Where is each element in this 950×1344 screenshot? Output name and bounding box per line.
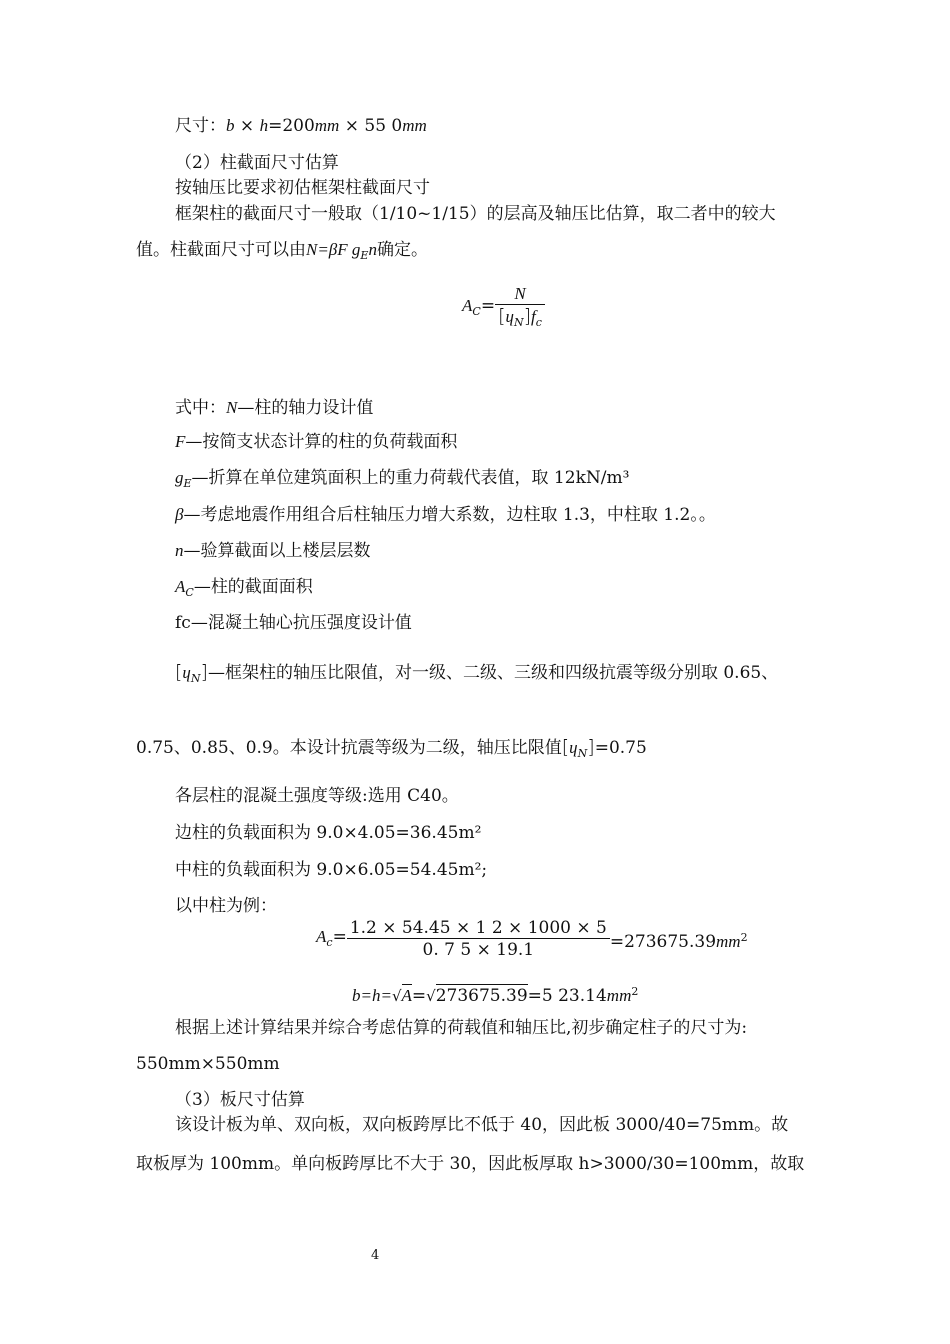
def-beta	[175, 503, 716, 527]
sqrt-sign: √	[391, 987, 402, 1005]
var-b: b	[226, 116, 235, 135]
equals-sign: =	[332, 926, 347, 947]
subscript: E	[183, 477, 192, 490]
def-F-text: —按简支状态计算的柱的负荷载面积	[185, 432, 458, 452]
section2-title: （2）柱截面尺寸估算	[175, 153, 339, 173]
var-F: F	[175, 432, 186, 451]
section3-title: （3）板尺寸估算	[175, 1090, 305, 1110]
formula-ac	[462, 284, 545, 334]
unit-mm: mm	[402, 116, 427, 135]
def-psi-text: —框架柱的轴压比限值，对一级、二级、三级和四级抗震等级分别取 0.65、	[207, 663, 779, 683]
psi-symbol: ɥ	[569, 738, 578, 757]
bracket-right: ]	[587, 736, 595, 758]
var-beta: β	[175, 505, 184, 524]
bracket-left: [	[561, 736, 570, 758]
beam-depth: 55 0	[364, 116, 403, 136]
var-A: A	[175, 577, 186, 596]
subscript: N	[513, 316, 524, 329]
bracket-right: ]	[523, 305, 532, 327]
superscript: 2	[631, 985, 639, 998]
unit-mm: mm	[314, 116, 340, 135]
unit-mm: mm	[606, 986, 632, 1005]
def-N	[175, 396, 373, 420]
psi-value: =0.75	[594, 738, 647, 758]
def-n	[175, 539, 371, 563]
fraction	[347, 918, 610, 961]
def-fc: fc—混凝土轴心抗压强度设计值	[175, 613, 412, 633]
def-F	[175, 430, 457, 454]
para3-text: 值。柱截面尺寸可以由	[136, 240, 306, 260]
conclusion-line1: 根据上述计算结果并综合考虑估算的荷载值和轴压比,初步确定柱子的尺寸为:	[175, 1018, 748, 1038]
def-Ac	[175, 575, 313, 605]
var-n: n	[368, 240, 377, 259]
beam-width: 200	[282, 116, 315, 136]
section2-para1: 按轴压比要求初估框架柱截面尺寸	[175, 178, 430, 198]
def-gE	[175, 466, 629, 496]
numerator: N	[495, 284, 545, 305]
section2-para2: 框架柱的截面尺寸一般取（1/10~1/15）的层高及轴压比估算，取二者中的较大	[175, 204, 776, 224]
radicand: 273675.39	[435, 986, 528, 1006]
fraction	[495, 284, 545, 334]
var-g: g	[175, 468, 184, 487]
formula-bh	[352, 980, 638, 1008]
psi-symbol: ɥ	[505, 307, 514, 326]
calc-middle-column: 中柱的负载面积为 9.0×6.05=54.45m²;	[175, 860, 488, 880]
formula-lhs: b=h=	[352, 986, 392, 1005]
inline-formula: N=βF g	[306, 240, 361, 259]
subscript: C	[185, 586, 194, 599]
bracket-left: [	[175, 661, 183, 683]
unit-mm: mm	[716, 931, 741, 951]
calc-concrete: 各层柱的混凝土强度等级:选用 C40。	[175, 786, 459, 806]
times-sign: ×	[234, 116, 260, 136]
var-f: f	[531, 307, 536, 326]
numerator: 1.2 × 54.45 × 1 2 × 1000 × 5	[347, 918, 610, 939]
result-value: =273675.39	[609, 931, 717, 952]
equals-sign: =	[268, 116, 283, 136]
var-h: h	[259, 116, 269, 135]
var-N: N	[226, 398, 238, 417]
page-number: 4	[371, 1248, 380, 1263]
def-Ac-text: —柱的截面面积	[193, 577, 313, 597]
subscript: E	[360, 249, 369, 262]
formula-lhs: A	[316, 926, 327, 946]
equals-sign: =	[411, 986, 427, 1006]
bracket-left: [	[498, 305, 506, 327]
section3-para2: 取板厚为 100mm。单向板跨厚比不大于 30，因此板厚取 h>3000/30=100mm，故取	[136, 1154, 805, 1174]
equals-sign: =	[480, 296, 496, 316]
calc-example: 以中柱为例：	[175, 896, 277, 916]
subscript: c	[326, 935, 333, 949]
var-A: A	[401, 986, 412, 1005]
calc-edge-column: 边柱的负载面积为 9.0×4.05=36.45m²	[175, 823, 482, 843]
superscript: 2	[740, 930, 748, 944]
defs-intro: 式中：	[175, 398, 226, 418]
conclusion-line2: 550mm×550mm	[136, 1054, 280, 1074]
result-value: =5 23.14	[527, 986, 607, 1006]
def-gE-text: —折算在单位建筑面积上的重力荷载代表值，取 12kN/m³	[191, 468, 630, 488]
beam-dim-label: 尺寸：	[175, 116, 226, 136]
def-beta-text: —考虑地震作用组合后柱轴压力增大系数，边柱取 1.3，中柱取 1.2。。	[183, 505, 716, 525]
sqrt-sign: √	[426, 987, 436, 1005]
subscript: N	[577, 747, 588, 760]
def-psi	[175, 660, 778, 691]
bracket-right: ]	[200, 661, 208, 683]
times-sign: ×	[339, 116, 365, 136]
section3-para1: 该设计板为单、双向板，双向板跨厚比不低于 40，因此板 3000/40=75mm。故	[175, 1115, 789, 1135]
def-psi-continued	[136, 735, 647, 766]
var-n: n	[175, 541, 184, 560]
subscript: N	[190, 672, 201, 685]
def-N-text: —柱的轴力设计值	[237, 398, 374, 418]
psi-symbol: ɥ	[182, 663, 191, 682]
formula-lhs: A	[462, 296, 473, 315]
beam-dimension-line	[175, 114, 427, 138]
denominator	[495, 305, 545, 334]
para3-end: 确定。	[376, 240, 428, 260]
section2-para3	[136, 238, 428, 268]
subscript: C	[472, 305, 481, 318]
def-psi-cont-text: 0.75、0.85、0.9。本设计抗震等级为二级，轴压比限值	[136, 738, 562, 758]
def-n-text: —验算截面以上楼层层数	[183, 541, 371, 561]
subscript: c	[535, 316, 542, 329]
formula-ac-value	[316, 918, 748, 961]
denominator: 0. 7 5 × 19.1	[422, 940, 535, 960]
